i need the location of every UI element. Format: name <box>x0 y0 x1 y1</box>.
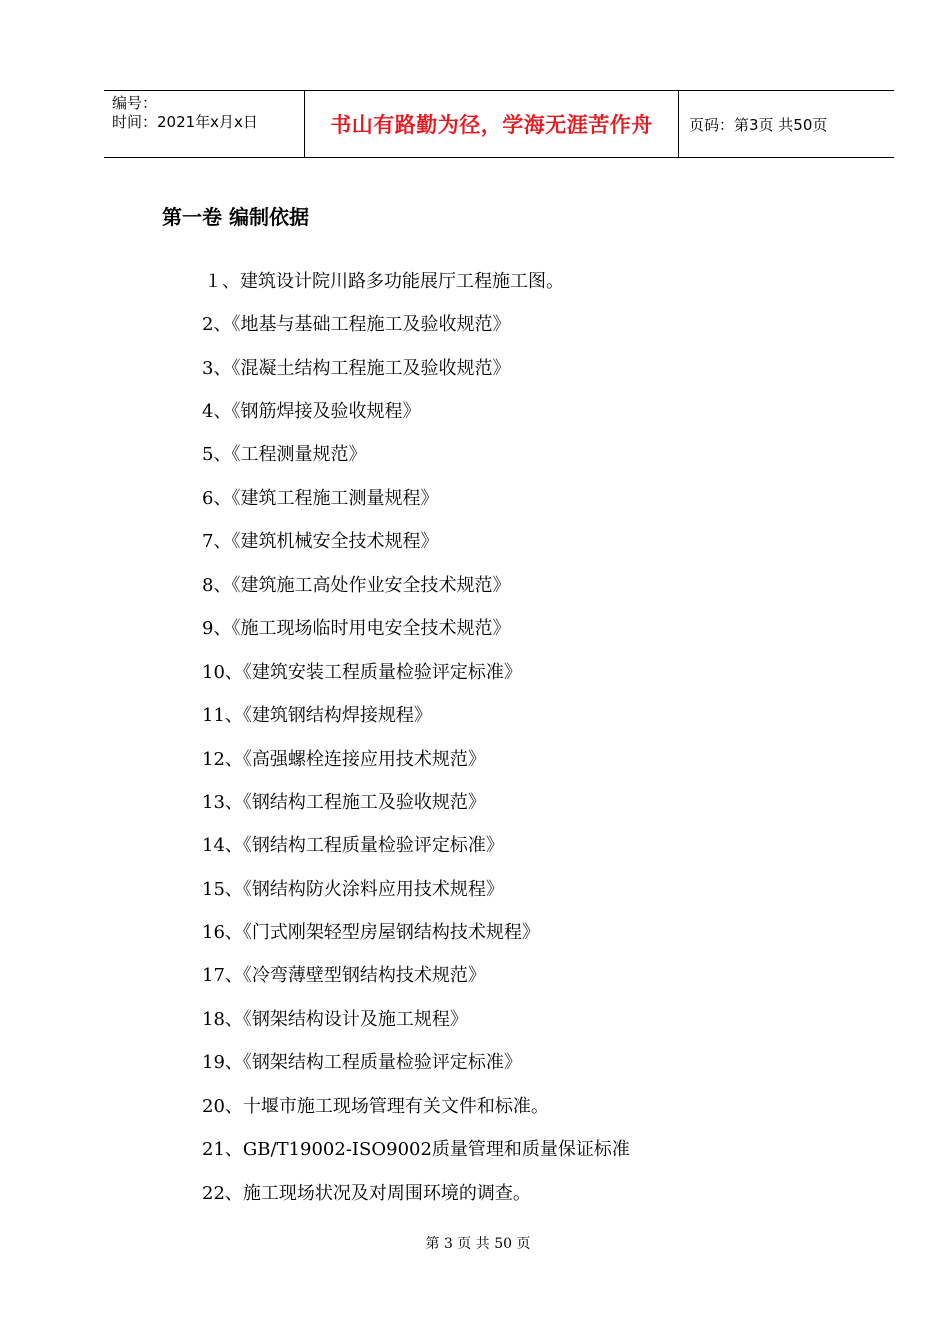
reference-item: 3、《混凝土结构工程施工及验收规范》 <box>202 358 511 379</box>
document-number-label: 编号： <box>112 94 158 112</box>
reference-item: 19、《钢架结构工程质量检验评定标准》 <box>202 1052 522 1073</box>
reference-item: 18、《钢架结构设计及施工规程》 <box>202 1009 468 1030</box>
reference-item: 13、《钢结构工程施工及验收规范》 <box>202 792 486 813</box>
document-time-label: 时间：2021年x月x日 <box>112 113 258 131</box>
reference-item: 15、《钢结构防火涂料应用技术规程》 <box>202 879 504 900</box>
reference-item: 7、《建筑机械安全技术规程》 <box>202 531 439 552</box>
reference-item: 17、《冷弯薄壁型钢结构技术规范》 <box>202 965 486 986</box>
chapter-title: 第一卷 编制依据 <box>162 205 309 229</box>
document-header <box>104 90 894 158</box>
header-motto: 书山有路勤为径，学海无涯苦作舟 <box>330 113 653 137</box>
header-page-code: 页码：第3页 共50页 <box>689 115 828 134</box>
reference-item: 12、《高强螺栓连接应用技术规范》 <box>202 749 486 770</box>
reference-item: 11、《建筑钢结构焊接规程》 <box>202 705 432 726</box>
reference-item: 20、十堰市施工现场管理有关文件和标准。 <box>202 1096 549 1117</box>
reference-item: 22、施工现场状况及对周围环境的调查。 <box>202 1183 531 1204</box>
reference-item: １、建筑设计院川路多功能展厅工程施工图。 <box>204 271 564 292</box>
reference-item: 6、《建筑工程施工测量规程》 <box>202 488 439 509</box>
reference-item: 14、《钢结构工程质量检验评定标准》 <box>202 835 504 856</box>
reference-item: 10、《建筑安装工程质量检验评定标准》 <box>202 662 522 683</box>
footer-page-number: 第 3 页 共 50 页 <box>425 1236 531 1252</box>
reference-item: 5、《工程测量规范》 <box>202 444 367 465</box>
reference-item: 16、《门式刚架轻型房屋钢结构技术规程》 <box>202 922 540 943</box>
header-motto-cell <box>305 91 679 157</box>
reference-item: 2、《地基与基础工程施工及验收规范》 <box>202 314 511 335</box>
reference-item: 4、《钢筋焊接及验收规程》 <box>202 401 421 422</box>
header-info-cell <box>104 91 305 157</box>
reference-item: 21、GB/T19002-ISO9002质量管理和质量保证标准 <box>202 1139 630 1160</box>
header-page-cell <box>679 91 894 157</box>
reference-item: 9、《施工现场临时用电安全技术规范》 <box>202 618 511 639</box>
reference-item: 8、《建筑施工高处作业安全技术规范》 <box>202 575 511 596</box>
